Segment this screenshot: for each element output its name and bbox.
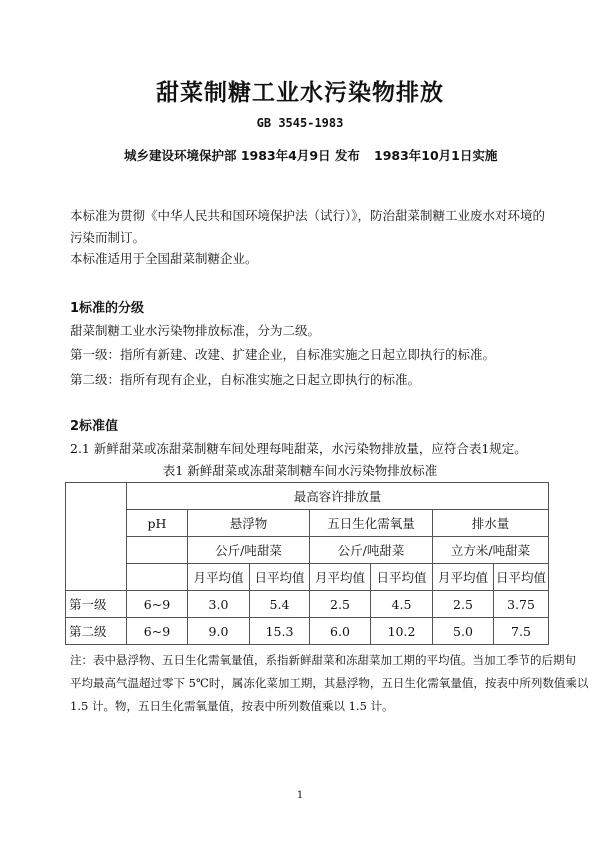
section-line: 第二级：指所有现有企业，自标准实施之日起立即执行的标准。 (70, 372, 421, 387)
unit-cell: 公斤/吨甜菜 (310, 537, 433, 564)
standard-code: GB 3545-1983 (256, 116, 344, 130)
intro-line: 污染而制订。 (70, 230, 146, 245)
sub-header (127, 564, 188, 591)
section-line: 甜菜制糖工业水污染物排放标准，分为二级。 (70, 323, 321, 338)
section-line: 第一级：指所有新建、改建、扩建企业，自标准实施之日起立即执行的标准。 (70, 347, 496, 362)
value-cell: 15.3 (250, 618, 310, 645)
unit-cell: 立方米/吨甜菜 (433, 537, 549, 564)
table-caption: 表1 新鲜甜菜或冻甜菜制糖车间水污染物排放标准 (162, 463, 438, 478)
section-line: 2.1 新鲜甜菜或冻甜菜制糖车间处理每吨甜菜，水污染物排放量，应符合表1规定。 (70, 441, 527, 456)
level-cell: 第二级 (66, 618, 127, 645)
value-cell: 2.5 (433, 591, 494, 618)
group-header: 最高容许排放量 (127, 483, 549, 510)
value-cell: 2.5 (310, 591, 371, 618)
value-cell: 3.0 (188, 591, 250, 618)
column-header: 排水量 (433, 510, 549, 537)
value-cell: 4.5 (371, 591, 433, 618)
sub-header: 月平均值 (433, 564, 494, 591)
value-cell: 6.0 (310, 618, 371, 645)
sub-header: 日平均值 (250, 564, 310, 591)
effective-date: 1983年10月1日实施 (374, 148, 498, 163)
intro-line: 本标准适用于全国甜菜制糖企业。 (70, 251, 258, 266)
value-cell: 5.4 (250, 591, 310, 618)
column-header: 五日生化需氧量 (310, 510, 433, 537)
value-cell: 9.0 (188, 618, 250, 645)
value-cell: 5.0 (433, 618, 494, 645)
table-row (66, 591, 549, 618)
table-note: 注：表中悬浮物、五日生化需氧量值，系指新鲜甜菜和冻甜菜加工期的平均值。当加工季节的后期旬 (70, 653, 576, 667)
section-heading: 1标准的分级 (70, 301, 145, 316)
table-note: 1.5 计。物，五日生化需氧量值，按表中所列数值乘以 1.5 计。 (70, 699, 394, 713)
ph-cell: 6~9 (127, 618, 188, 645)
ph-cell: 6~9 (127, 591, 188, 618)
column-header: 悬浮物 (188, 510, 310, 537)
page-number: 1 (296, 790, 304, 801)
sub-header: 月平均值 (188, 564, 250, 591)
table-row (66, 618, 549, 645)
value-cell: 10.2 (371, 618, 433, 645)
sub-header: 月平均值 (310, 564, 371, 591)
table-note: 平均最高气温超过零下 5℃时，属冻化菜加工期，其悬浮物，五日生化需氧量值，按表中所列数值乘以 (70, 676, 589, 690)
column-header: pH (127, 510, 188, 537)
document-title: 甜菜制糖工业水污染物排放 (156, 80, 444, 106)
value-cell: 7.5 (494, 618, 549, 645)
unit-cell (127, 537, 188, 564)
emission-table (65, 482, 549, 645)
sub-header: 日平均值 (494, 564, 549, 591)
corner-cell (66, 483, 127, 591)
sub-header: 日平均值 (371, 564, 433, 591)
issue-info: 城乡建设环境保护部 1983年4月9日 发布 (124, 148, 360, 163)
level-cell: 第一级 (66, 591, 127, 618)
value-cell: 3.75 (494, 591, 549, 618)
intro-line: 本标准为贯彻《中华人民共和国环境保护法（试行）》，防治甜菜制糖工业废水对环境的 (70, 208, 546, 223)
unit-cell: 公斤/吨甜菜 (188, 537, 310, 564)
section-heading: 2标准值 (70, 419, 119, 434)
